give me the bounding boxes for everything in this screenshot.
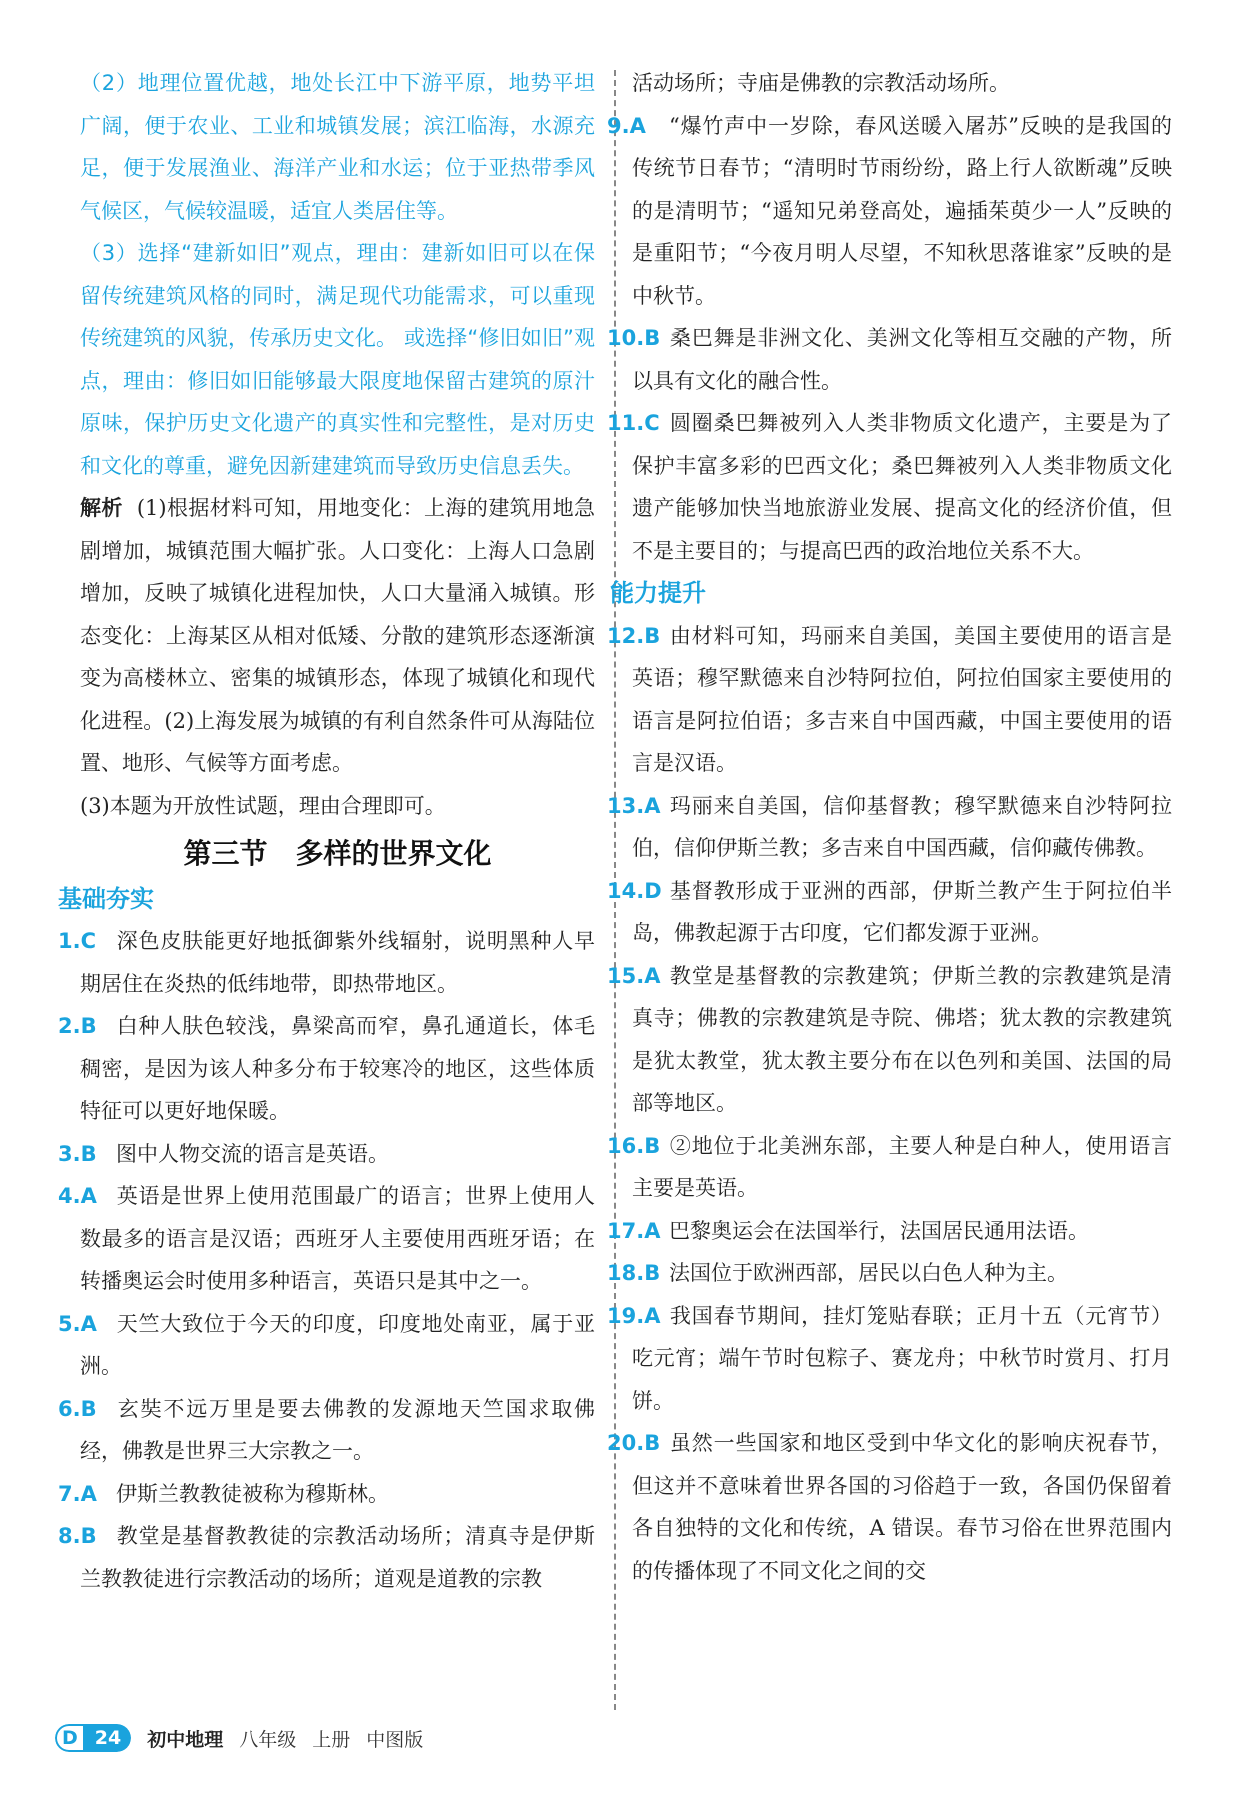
answer-explanation: 天竺大致位于今天的印度，印度地处南亚，属于亚洲。	[80, 1311, 595, 1378]
answer-list-continued	[607, 105, 1172, 573]
answer-item	[607, 1125, 1172, 1210]
answer-explanation: 巴黎奥运会在法国举行，法国居民通用法语。	[669, 1218, 1089, 1243]
answer-explanation: 教堂是基督教教徒的宗教活动场所；清真寺是伊斯兰教教徒进行宗教活动的场所；道观是道教的宗教	[80, 1524, 595, 1591]
edition-label: 中图版	[366, 1728, 424, 1751]
chapter-title: 第三节 多样的世界文化	[183, 837, 492, 870]
answer-explanation: 玛丽来自美国，信仰基督教；穆罕默德来自沙特阿拉伯，信仰伊斯兰教；多吉来自中国西藏，信仰藏传佛教。	[632, 793, 1172, 860]
answer-number: 4.A	[58, 1184, 97, 1208]
answer-number: 15.A	[607, 963, 661, 988]
right-column	[607, 62, 1172, 1592]
answer-number: 16.B	[607, 1133, 661, 1158]
answer-number: 14.D	[607, 878, 662, 903]
answer-item	[607, 870, 1172, 955]
answer-number: 7.A	[58, 1481, 97, 1506]
answer-number: 19.A	[607, 1303, 661, 1328]
answer-explanation: ②地位于北美洲东部，主要人种是白种人，使用语言主要是英语。	[632, 1133, 1172, 1200]
answer-number: 1.C	[58, 929, 97, 953]
answer-item	[607, 1422, 1172, 1592]
continued-text: 活动场所；寺庙是佛教的宗教活动场所。	[632, 71, 1010, 95]
answer-number: 12.B	[607, 623, 661, 648]
edition-letter: D	[55, 1724, 85, 1752]
left-column	[58, 62, 595, 1600]
answer-explanation: 深色皮肤能更好地抵御紫外线辐射，说明黑种人早期居住在炎热的低纬地带，即热带地区。	[80, 929, 595, 996]
answer-item	[607, 615, 1172, 785]
answer-number: 6.B	[58, 1396, 97, 1421]
answer-list-basic	[58, 920, 595, 1600]
answer-item	[607, 1252, 1172, 1295]
answer-list-advanced	[607, 615, 1172, 1593]
answer-item	[607, 402, 1172, 572]
answer-explanation: 桑巴舞是非洲文化、美洲文化等相互交融的产物，所以具有文化的融合性。	[632, 326, 1172, 393]
answer-explanation: 我国春节期间，挂灯笼贴春联；正月十五（元宵节）吃元宵；端午节时包粽子、赛龙舟；中秋节时赏月、打月饼。	[632, 1303, 1172, 1413]
section-title-basic: 基础夯实	[58, 884, 154, 913]
answer-number: 9.A	[607, 113, 646, 138]
answer-explanation: 图中人物交流的语言是英语。	[116, 1141, 389, 1166]
answer-item	[58, 1133, 595, 1176]
answer-number: 3.B	[58, 1141, 97, 1166]
answer-explanation: 由材料可知，玛丽来自美国，美国主要使用的语言是英语；穆罕默德来自沙特阿拉伯，阿拉伯国家主要使用的语言是阿拉伯语；多吉来自中国西藏，中国主要使用的语言是汉语。	[632, 623, 1172, 775]
answer-explanation: 教堂是基督教的宗教建筑；伊斯兰教的宗教建筑是清真寺；佛教的宗教建筑是寺院、佛塔；犹太教的宗教建筑是犹太教堂，犹太教主要分布在以色列和美国、法国的局部等地区。	[632, 963, 1172, 1115]
answer-number: 5.A	[58, 1311, 97, 1336]
answer-item	[607, 105, 1172, 318]
grade-label: 八年级	[239, 1728, 297, 1751]
answer-number: 20.B	[607, 1431, 661, 1455]
analysis-label: 解析	[80, 496, 123, 520]
answer-number: 13.A	[607, 793, 661, 818]
answer-explanation: 玄奘不远万里是要去佛教的发源地天竺国求取佛经，佛教是世界三大宗教之一。	[80, 1396, 595, 1463]
answer-item	[58, 1473, 595, 1516]
answer-part-3: （3）选择“建新如旧”观点，理由：建新如旧可以在保留传统建筑风格的同时，满足现代功能需求，可以重现传统建筑的风貌，传承历史文化。 或选择“修旧如旧”观点，理由：修旧如旧能够最大限度地保留古建筑的原汁原味，保护历史文化遗产的真实性和完整性，是对历史和文化的尊重，避免因新建建筑而导致历史信息丢失。	[80, 241, 595, 478]
answer-number: 11.C	[607, 411, 660, 435]
answer-item	[58, 1303, 595, 1388]
analysis-paragraph	[80, 487, 595, 785]
answer-item	[58, 1005, 595, 1133]
answer-explanation: 伊斯兰教教徒被称为穆斯林。	[116, 1481, 389, 1506]
section-title-advanced: 能力提升	[610, 579, 706, 607]
answer-explanation: 法国位于欧洲西部，居民以白色人种为主。	[669, 1261, 1068, 1285]
answer-item	[607, 1210, 1172, 1253]
answer-explanation: 虽然一些国家和地区受到中华文化的影响庆祝春节，但这并不意味着世界各国的习俗趋于一致，各国仍保留着各自独特的文化和传统，A 错误。春节习俗在世界范围内的传播体现了不同文化之间的交	[632, 1431, 1172, 1583]
answer-item	[58, 1388, 595, 1473]
answer-explanation: 圆圈桑巴舞被列入人类非物质文化遗产，主要是为了保护丰富多彩的巴西文化；桑巴舞被列入人类非物质文化遗产能够加快当地旅游业发展、提高文化的经济价值，但不是主要目的；与提高巴西的政治地位关系不大。	[632, 411, 1172, 563]
page-badge	[55, 1724, 131, 1752]
answer-number: 10.B	[607, 326, 661, 350]
answer-explanation: 基督教形成于亚洲的西部，伊斯兰教产生于阿拉伯半岛，佛教起源于古印度，它们都发源于亚洲。	[632, 878, 1172, 945]
page-footer	[55, 1724, 423, 1752]
answer-item	[607, 1295, 1172, 1423]
answer-item	[607, 785, 1172, 870]
page-number: 24	[85, 1724, 131, 1752]
answer-explanation: 英语是世界上使用范围最广的语言；世界上使用人数最多的语言是汉语；西班牙人主要使用西班牙语；在转播奥运会时使用多种语言，英语只是其中之一。	[80, 1184, 595, 1293]
volume-label: 上册	[312, 1728, 351, 1751]
answer-number: 8.B	[58, 1524, 97, 1548]
answer-number: 17.A	[607, 1218, 661, 1243]
analysis-part-3: (3)本题为开放性试题，理由合理即可。	[80, 793, 446, 818]
answer-item	[58, 1175, 595, 1303]
answer-item	[58, 920, 595, 1005]
answer-number: 18.B	[607, 1261, 661, 1285]
answer-explanation: “爆竹声中一岁除，春风送暖入屠苏”反映的是我国的传统节日春节；“清明时节雨纷纷，路上行人欲断魂”反映的是清明节；“遥知兄弟登高处，遍插茱萸少一人”反映的是重阳节；“今夜月明人尽望，不知秋思落谁家”反映的是中秋节。	[632, 113, 1172, 308]
answer-item	[607, 955, 1172, 1125]
answer-part-2: （2）地理位置优越，地处长江中下游平原，地势平坦广阔，便于农业、工业和城镇发展；滨江临海，水源充足，便于发展渔业、海洋产业和水运；位于亚热带季风气候区，气候较温暖，适宜人类居住等。	[80, 71, 595, 223]
analysis-text: (1)根据材料可知，用地变化：上海的建筑用地急剧增加，城镇范围大幅扩张。人口变化：上海人口急剧增加，反映了城镇化进程加快，人口大量涌入城镇。形态变化：上海某区从相对低矮、分散的建筑形态逐渐演变为高楼林立、密集的城镇形态，体现了城镇化和现代化进程。(2)上海发展为城镇的有利自然条件可从海陆位置、地形、气候等方面考虑。	[80, 496, 595, 775]
subject-label: 初中地理	[147, 1728, 224, 1751]
answer-number: 2.B	[58, 1014, 97, 1038]
answer-item	[607, 317, 1172, 402]
answer-explanation: 白种人肤色较浅，鼻梁高而窄，鼻孔通道长，体毛稠密，是因为该人种多分布于较寒冷的地区，这些体质特征可以更好地保暖。	[80, 1014, 595, 1123]
answer-item	[58, 1515, 595, 1600]
